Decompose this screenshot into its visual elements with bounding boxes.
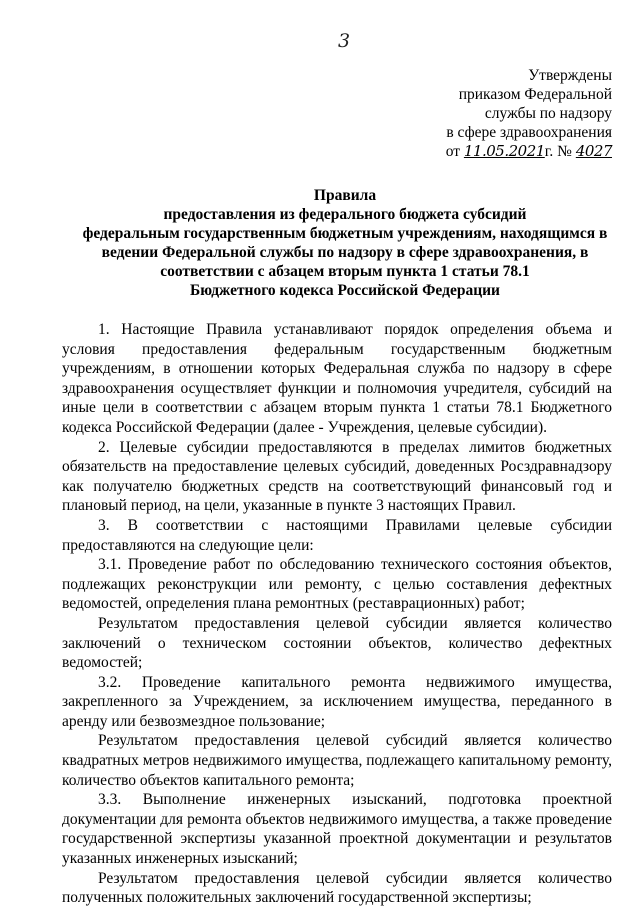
- title-line-4: ведении Федеральной службы по надзору в сфере здравоохранения, в: [101, 244, 589, 261]
- title-line-3: федеральным государственным бюджетным учреждениям, находящимся в: [82, 225, 608, 242]
- paragraph: Результатом предоставления целевой субсидии является количество заключений о техническом состоянии объектов, количество дефектных ведомостей;: [62, 614, 612, 672]
- approval-line-4: в сфере здравоохранения: [446, 124, 612, 141]
- approval-date: 11.05.2021: [463, 142, 545, 160]
- title-line-6: Бюджетного кодекса Российской Федерации: [189, 282, 500, 299]
- approval-stamp: [446, 66, 612, 161]
- approval-number: 4027: [575, 142, 612, 160]
- title-line-5: соответствии с абзацем вторым пункта 1 статьи 78.1: [160, 263, 530, 280]
- document-title: [60, 186, 630, 300]
- title-line-2: предоставления из федерального бюджета субсидий: [163, 206, 527, 223]
- approval-line-1: Утверждены: [528, 67, 612, 84]
- paragraph: 3. В соответствии с настоящими Правилами целевые субсидии предоставляются на следующие цели:: [62, 516, 612, 554]
- paragraph: 3.3. Выполнение инженерных изысканий, подготовка проектной документации для ремонта объектов недвижимого имущества, а также проведение государственной экспертизы указанной проектной документации и результатов указанных инженерных изысканий;: [62, 791, 612, 868]
- page-number: 3: [338, 30, 351, 52]
- paragraph: 1. Настоящие Правила устанавливают порядок определения объема и условия предоставления федеральным государственным бюджетным учреждениям, в отношении которых Федеральная служба по надзору в сфере здравоохранения осуществляет функции и полномочия учредителя, субсидий на иные цели в соответствии с абзацем вторым пункта 1 статьи 78.1 Бюджетного кодекса Российской Федерации (далее - Учреждения, целевые субсидии).: [62, 321, 612, 436]
- number-prefix: г. №: [544, 143, 576, 160]
- document-body: [62, 320, 612, 908]
- paragraph: Результатом предоставления целевой субсидии является количество полученных положительных заключений государственной экспертизы;: [62, 869, 612, 907]
- title-line-1: Правила: [313, 187, 377, 204]
- approval-line-2: приказом Федеральной: [458, 86, 612, 103]
- paragraph: Результатом предоставления целевой субсидий является количество квадратных метров недвижимого имущества, подлежащего капитальному ремонту, количество объектов капитального ремонта;: [62, 732, 612, 789]
- from-prefix: от: [445, 143, 464, 160]
- approval-line-3: службы по надзору: [484, 105, 612, 122]
- paragraph: 2. Целевые субсидии предоставляются в пределах лимитов бюджетных обязательств на предоставление целевых субсидий, доведенных Росздравнадзору как получателю бюджетных средств на соответствующий финансовый год и плановый период, на цели, указанные в пункте 3 настоящих Правил.: [62, 438, 612, 515]
- paragraph: 3.2. Проведение капитального ремонта недвижимого имущества, закрепленного за Учреждением, за исключением имущества, переданного в аренду или безвозмездное пользование;: [62, 673, 612, 730]
- paragraph: 3.1. Проведение работ по обследованию технического состояния объектов, подлежащих реконструкции или ремонту, с целью составления дефектных ведомостей, определения плана ремонтных (реставрационных) работ;: [62, 556, 612, 613]
- approval-date-line: [446, 142, 612, 161]
